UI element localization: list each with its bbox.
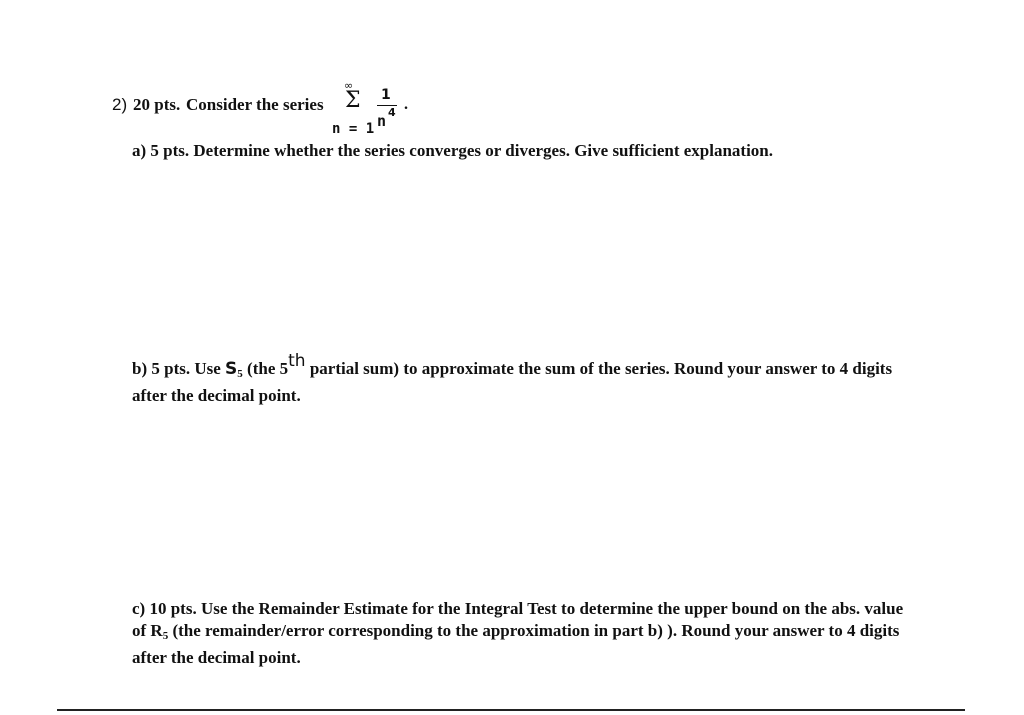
part-b-rest-line-1: partial sum) to approximate the sum of the series. Round your answer to 4 digits — [305, 359, 893, 378]
part-c-line-2 — [132, 621, 899, 641]
th-superscript: th — [288, 351, 306, 371]
part-b-line-2: after the decimal point. — [132, 386, 301, 405]
question-intro: Consider the series — [186, 95, 324, 114]
fraction-numerator: 1 — [381, 87, 391, 103]
sigma-symbol: Σ — [345, 88, 361, 113]
series-terminator: . — [404, 96, 408, 113]
part-c-line-1: c) 10 pts. Use the Remainder Estimate for the Integral Test to determine the upper bound on the abs. value — [132, 599, 904, 618]
sum-upper-limit: ∞ — [344, 79, 354, 92]
part-a-text: a) 5 pts. Determine whether the series converges or diverges. Give sufficient explanation. — [132, 141, 774, 160]
sum-lower-limit: n = 1 — [332, 121, 375, 137]
part-c-line-2-prefix: of R — [132, 621, 163, 640]
part-b-line-1 — [132, 351, 893, 380]
part-b-paren-open: (the 5 — [242, 359, 289, 378]
s-letter: S — [225, 359, 238, 379]
part-b-prefix: b) 5 pts. Use — [132, 359, 226, 378]
fraction-denominator-exponent: 4 — [388, 106, 396, 119]
r-subscript: 5 — [162, 630, 169, 642]
fraction-denominator-base: n — [377, 112, 387, 130]
question-points: 20 pts. — [133, 95, 181, 114]
question-number: 2) — [112, 95, 128, 114]
part-c-line-2-rest: (the remainder/error corresponding to the approximation in part b) ). Round your answer to 4 digits — [168, 621, 900, 640]
part-c-line-3: after the decimal point. — [132, 648, 301, 667]
bottom-divider — [57, 709, 965, 711]
s-subscript: 5 — [237, 368, 243, 380]
